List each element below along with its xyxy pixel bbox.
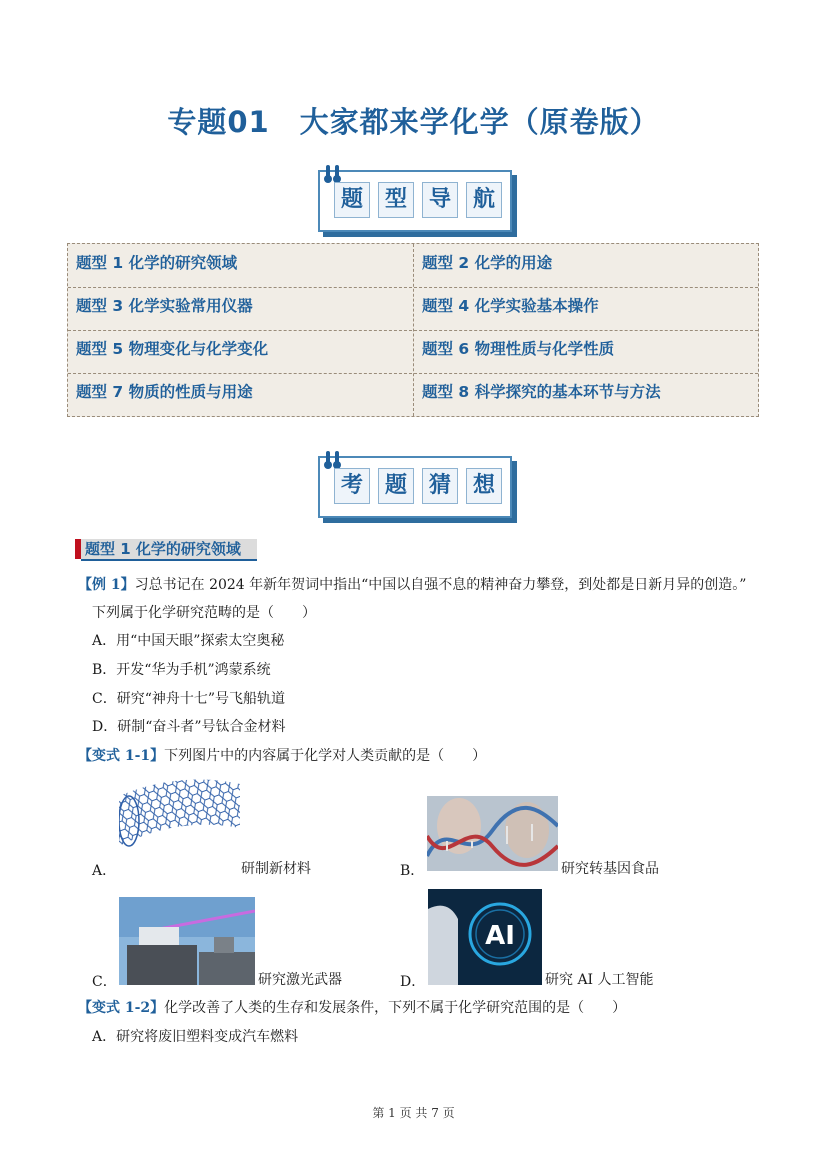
- nav-item-topic-2[interactable]: 题型 2 化学的用途: [422, 254, 553, 272]
- nav-item-topic-7[interactable]: 题型 7 物质的性质与用途: [76, 383, 253, 401]
- option-c-text: 研究激光武器: [258, 972, 342, 988]
- section-heading-topic-1: 题型 1 化学的研究领域: [75, 537, 257, 561]
- option-b-label[interactable]: B．: [400, 863, 425, 879]
- laser-weapon-image: [119, 897, 255, 985]
- variant-1-1-stem: 【变式 1-1】下列图片中的内容属于化学对人类贡献的是（ ）: [78, 748, 487, 764]
- nav-item-topic-8[interactable]: 题型 8 科学探究的基本环节与方法: [422, 383, 661, 401]
- option-a-text: 研制新材料: [241, 861, 311, 877]
- option-c[interactable]: C．研究“神舟十七”号飞船轨道: [92, 691, 286, 707]
- option-a-label[interactable]: A．: [92, 863, 117, 879]
- dna-image: [427, 796, 558, 871]
- variant-tag: 【变式 1-1】: [78, 748, 165, 764]
- banner-char: 猜: [422, 468, 458, 504]
- nav-item-topic-4[interactable]: 题型 4 化学实验基本操作: [422, 297, 599, 315]
- banner-char: 题: [334, 182, 370, 218]
- option-c-label[interactable]: C．: [92, 974, 117, 990]
- banner-char: 题: [378, 468, 414, 504]
- page-title: 专题01 大家都来学化学（原卷版）: [167, 105, 660, 139]
- banner-char: 航: [466, 182, 502, 218]
- section-banner-navigation: [318, 170, 512, 232]
- option-d-text: 研究 AI 人工智能: [545, 972, 654, 988]
- banner-char: 导: [422, 182, 458, 218]
- variant-tag: 【变式 1-2】: [78, 1000, 165, 1016]
- nav-item-topic-1[interactable]: 题型 1 化学的研究领域: [76, 254, 238, 272]
- section-banner-predictions: [318, 456, 512, 518]
- option-a[interactable]: A．研究将废旧塑料变成汽车燃料: [92, 1029, 299, 1045]
- nav-item-topic-5[interactable]: 题型 5 物理变化与化学变化: [76, 340, 269, 358]
- banner-char: 型: [378, 182, 414, 218]
- nav-item-topic-3[interactable]: 题型 3 化学实验常用仪器: [76, 297, 253, 315]
- option-a[interactable]: A．用“中国天眼”探索太空奥秘: [92, 633, 285, 649]
- example-1-question: 下列属于化学研究范畴的是（ ）: [92, 605, 316, 621]
- clip-icon: [326, 448, 346, 464]
- nav-item-topic-6[interactable]: 题型 6 物理性质与化学性质: [422, 340, 615, 358]
- nanotube-image: [119, 776, 240, 850]
- option-b-text: 研究转基因食品: [561, 861, 659, 877]
- clip-icon: [326, 162, 346, 178]
- option-d-label[interactable]: D．: [400, 974, 426, 990]
- banner-char: 考: [334, 468, 370, 504]
- example-1-stem: 【例 1】习总书记在 2024 年新年贺词中指出“中国以自强不息的精神奋力攀登，到处都是日新月异的创造。”: [78, 577, 747, 593]
- page-footer: 第 1 页 共 7 页: [372, 1106, 455, 1120]
- ai-label: AI: [485, 921, 515, 951]
- option-d[interactable]: D．研制“奋斗者”号钛合金材料: [92, 719, 286, 735]
- topic-navigation-table: [67, 243, 759, 417]
- ai-image: [428, 889, 542, 985]
- banner-char: 想: [466, 468, 502, 504]
- option-b[interactable]: B．开发“华为手机”鸿蒙系统: [92, 662, 271, 678]
- variant-1-2-stem: 【变式 1-2】化学改善了人类的生存和发展条件，下列不属于化学研究范围的是（ ）: [78, 1000, 627, 1016]
- example-tag: 【例 1】: [78, 577, 135, 593]
